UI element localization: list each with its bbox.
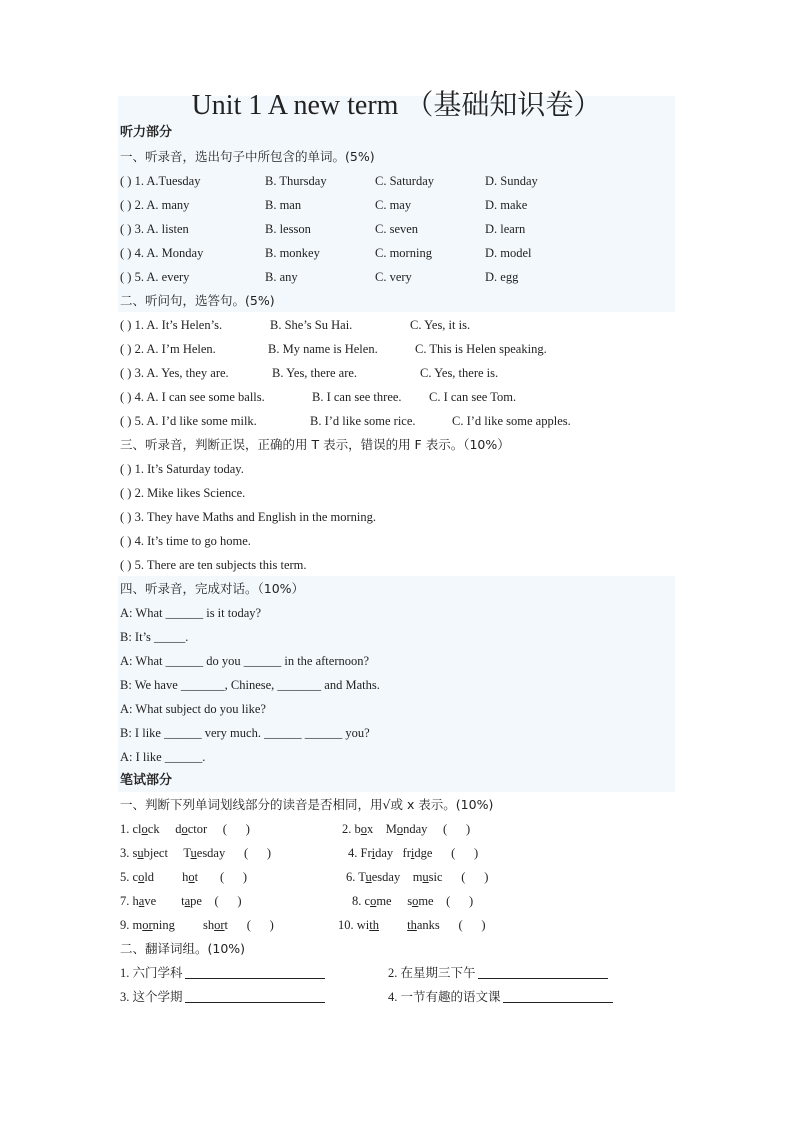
option-c: C. This is Helen speaking.	[415, 342, 547, 356]
underlined-letters: or	[142, 918, 153, 932]
option-a: ( ) 5. A. I’d like some milk.	[120, 414, 257, 428]
word-text: 2. b	[342, 822, 361, 836]
word-text: t ( )	[224, 918, 274, 932]
word-text: 5. c	[120, 870, 139, 884]
option-c: C. I can see Tom.	[429, 390, 517, 404]
word-pair-left	[120, 842, 271, 864]
word-text: 1. cl	[120, 822, 142, 836]
word-pair-right	[342, 818, 470, 840]
option-a: ( ) 2. A. I’m Helen.	[120, 342, 216, 356]
underlined-letters: i	[371, 846, 376, 860]
option-a: ( ) 3. A. Yes, they are.	[120, 366, 229, 380]
option-c: C. morning	[375, 246, 432, 260]
option-a: ( ) 1. A.Tuesday	[120, 174, 201, 188]
option-b: B. I’d like some rice.	[310, 414, 416, 428]
option-b: B. Yes, there are.	[272, 366, 358, 380]
dialogue-line: A: What subject do you like?	[120, 702, 266, 716]
underlined-letters: o	[412, 894, 419, 908]
word-text: 6. T	[346, 870, 366, 884]
word-pair-left	[120, 818, 250, 840]
q3-statement: ( ) 3. They have Maths and English in the morning.	[120, 510, 376, 524]
page-title: Unit 1 A new term （基础知识卷）	[191, 90, 602, 121]
option-c: C. seven	[375, 222, 419, 236]
underlined-letters: o	[181, 822, 188, 836]
word-pair-right	[348, 842, 478, 864]
underlined-letters: th	[407, 918, 417, 932]
word-text: 8. c	[352, 894, 371, 908]
underlined-letters: o	[370, 894, 377, 908]
option-c: C. may	[375, 198, 412, 212]
word-text: me s	[376, 894, 413, 908]
answer-line[interactable]	[503, 990, 613, 1003]
answer-line[interactable]	[185, 966, 325, 979]
q3-statement: ( ) 2. Mike likes Science.	[120, 486, 246, 500]
q2-instruction: 二、听问句，选答句。(5%)	[120, 293, 275, 308]
word-text: sic ( )	[428, 870, 489, 884]
word-text: 9. m	[120, 918, 143, 932]
phrase-item: 2. 在星期三下午	[388, 962, 608, 984]
word-text: ck d	[147, 822, 182, 836]
writing-heading: 笔试部分	[120, 773, 173, 788]
underlined-letters: th	[369, 918, 379, 932]
underlined-letters: o	[141, 822, 148, 836]
word-pair-left	[120, 914, 274, 936]
word-text: x M	[367, 822, 397, 836]
word-text: day fr	[375, 846, 411, 860]
option-a: ( ) 5. A. every	[120, 270, 190, 284]
option-a: ( ) 4. A. I can see some balls.	[120, 390, 265, 404]
underlined-letters: o	[188, 870, 195, 884]
option-c: C. very	[375, 270, 412, 284]
option-a: ( ) 4. A. Monday	[120, 246, 204, 260]
word-text: ve t	[144, 894, 185, 908]
option-b: B. any	[265, 270, 298, 284]
underlined-letters: i	[410, 846, 415, 860]
word-pair-right	[338, 914, 486, 936]
q4-instruction: 四、听录音，完成对话。（10%）	[120, 581, 305, 596]
underlined-letters: o	[396, 822, 404, 836]
option-b: B. Thursday	[265, 174, 327, 188]
option-a: ( ) 1. A. It’s Helen’s.	[120, 318, 223, 332]
word-text: bject T	[143, 846, 191, 860]
word-text: esday m	[371, 870, 423, 884]
underlined-letters: u	[137, 846, 144, 860]
option-a: ( ) 2. A. many	[120, 198, 190, 212]
word-text: ctor ( )	[187, 822, 250, 836]
answer-line[interactable]	[185, 990, 325, 1003]
word-pair-right	[346, 866, 488, 888]
w1-instruction: 一、判断下列单词划线部分的读音是否相同，用√或 x 表示。(10%)	[120, 797, 494, 812]
dialogue-line: A: What ______ is it today?	[120, 606, 262, 620]
phrase-item: 1. 六门学科	[120, 962, 325, 984]
answer-line[interactable]	[478, 966, 608, 979]
word-text: dge ( )	[414, 846, 479, 860]
underlined-letters: a	[138, 894, 145, 908]
option-b: B. man	[265, 198, 302, 212]
option-c: C. Saturday	[375, 174, 435, 188]
listening-heading: 听力部分	[120, 125, 173, 140]
dialogue-line: A: I like ______.	[120, 750, 206, 764]
underlined-letters: o	[138, 870, 145, 884]
dialogue-line: B: We have _______, Chinese, _______ and Maths.	[120, 678, 380, 692]
word-text: t ( )	[194, 870, 248, 884]
word-pair-left	[120, 890, 242, 912]
option-c: C. Yes, there is.	[420, 366, 499, 380]
option-b: B. monkey	[265, 246, 320, 260]
q1-instruction: 一、听录音，选出句子中所包含的单词。(5%)	[120, 149, 375, 164]
underlined-letters: or	[214, 918, 225, 932]
word-text: anks ( )	[416, 918, 486, 932]
word-text: pe ( )	[190, 894, 242, 908]
word-text: ning sh	[152, 918, 215, 932]
phrase-item: 3. 这个学期	[120, 986, 325, 1008]
option-d: D. learn	[485, 222, 526, 236]
underlined-letters: o	[360, 822, 367, 836]
option-b: B. My name is Helen.	[268, 342, 378, 356]
q3-statement: ( ) 5. There are ten subjects this term.	[120, 558, 307, 572]
option-c: C. Yes, it is.	[410, 318, 471, 332]
word-text: 3. s	[120, 846, 138, 860]
word-pair-left	[120, 866, 247, 888]
word-text: esday ( )	[196, 846, 272, 860]
word-text: nday ( )	[403, 822, 471, 836]
option-b: B. She’s Su Hai.	[270, 318, 353, 332]
dialogue-line: B: It’s _____.	[120, 630, 189, 644]
word-text	[379, 918, 407, 932]
q3-statement: ( ) 1. It’s Saturday today.	[120, 462, 244, 476]
word-pair-right	[352, 890, 473, 912]
option-d: D. Sunday	[485, 174, 538, 188]
word-text: ld h	[144, 870, 189, 884]
option-b: B. I can see three.	[312, 390, 402, 404]
option-d: D. model	[485, 246, 532, 260]
underlined-letters: a	[184, 894, 191, 908]
option-a: ( ) 3. A. listen	[120, 222, 189, 236]
q3-statement: ( ) 4. It’s time to go home.	[120, 534, 251, 548]
option-c: C. I’d like some apples.	[452, 414, 571, 428]
underlined-letters: u	[190, 846, 197, 860]
underlined-letters: u	[365, 870, 372, 884]
word-text: me ( )	[418, 894, 474, 908]
option-b: B. lesson	[265, 222, 311, 236]
dialogue-line: A: What ______ do you ______ in the afternoon?	[120, 654, 370, 668]
word-text: 4. Fr	[348, 846, 372, 860]
phrase-item: 4. 一节有趣的语文课	[388, 986, 613, 1008]
option-d: D. make	[485, 198, 528, 212]
q3-instruction: 三、听录音，判断正误，正确的用 T 表示，错误的用 F 表示。（10%）	[120, 437, 510, 452]
underlined-letters: u	[422, 870, 429, 884]
w2-instruction: 二、翻译词组。(10%)	[120, 941, 246, 956]
word-text: 7. h	[120, 894, 139, 908]
word-text: 10. wi	[338, 918, 370, 932]
option-d: D. egg	[485, 270, 519, 284]
dialogue-line: B: I like ______ very much. ______ ______ you?	[120, 726, 370, 740]
